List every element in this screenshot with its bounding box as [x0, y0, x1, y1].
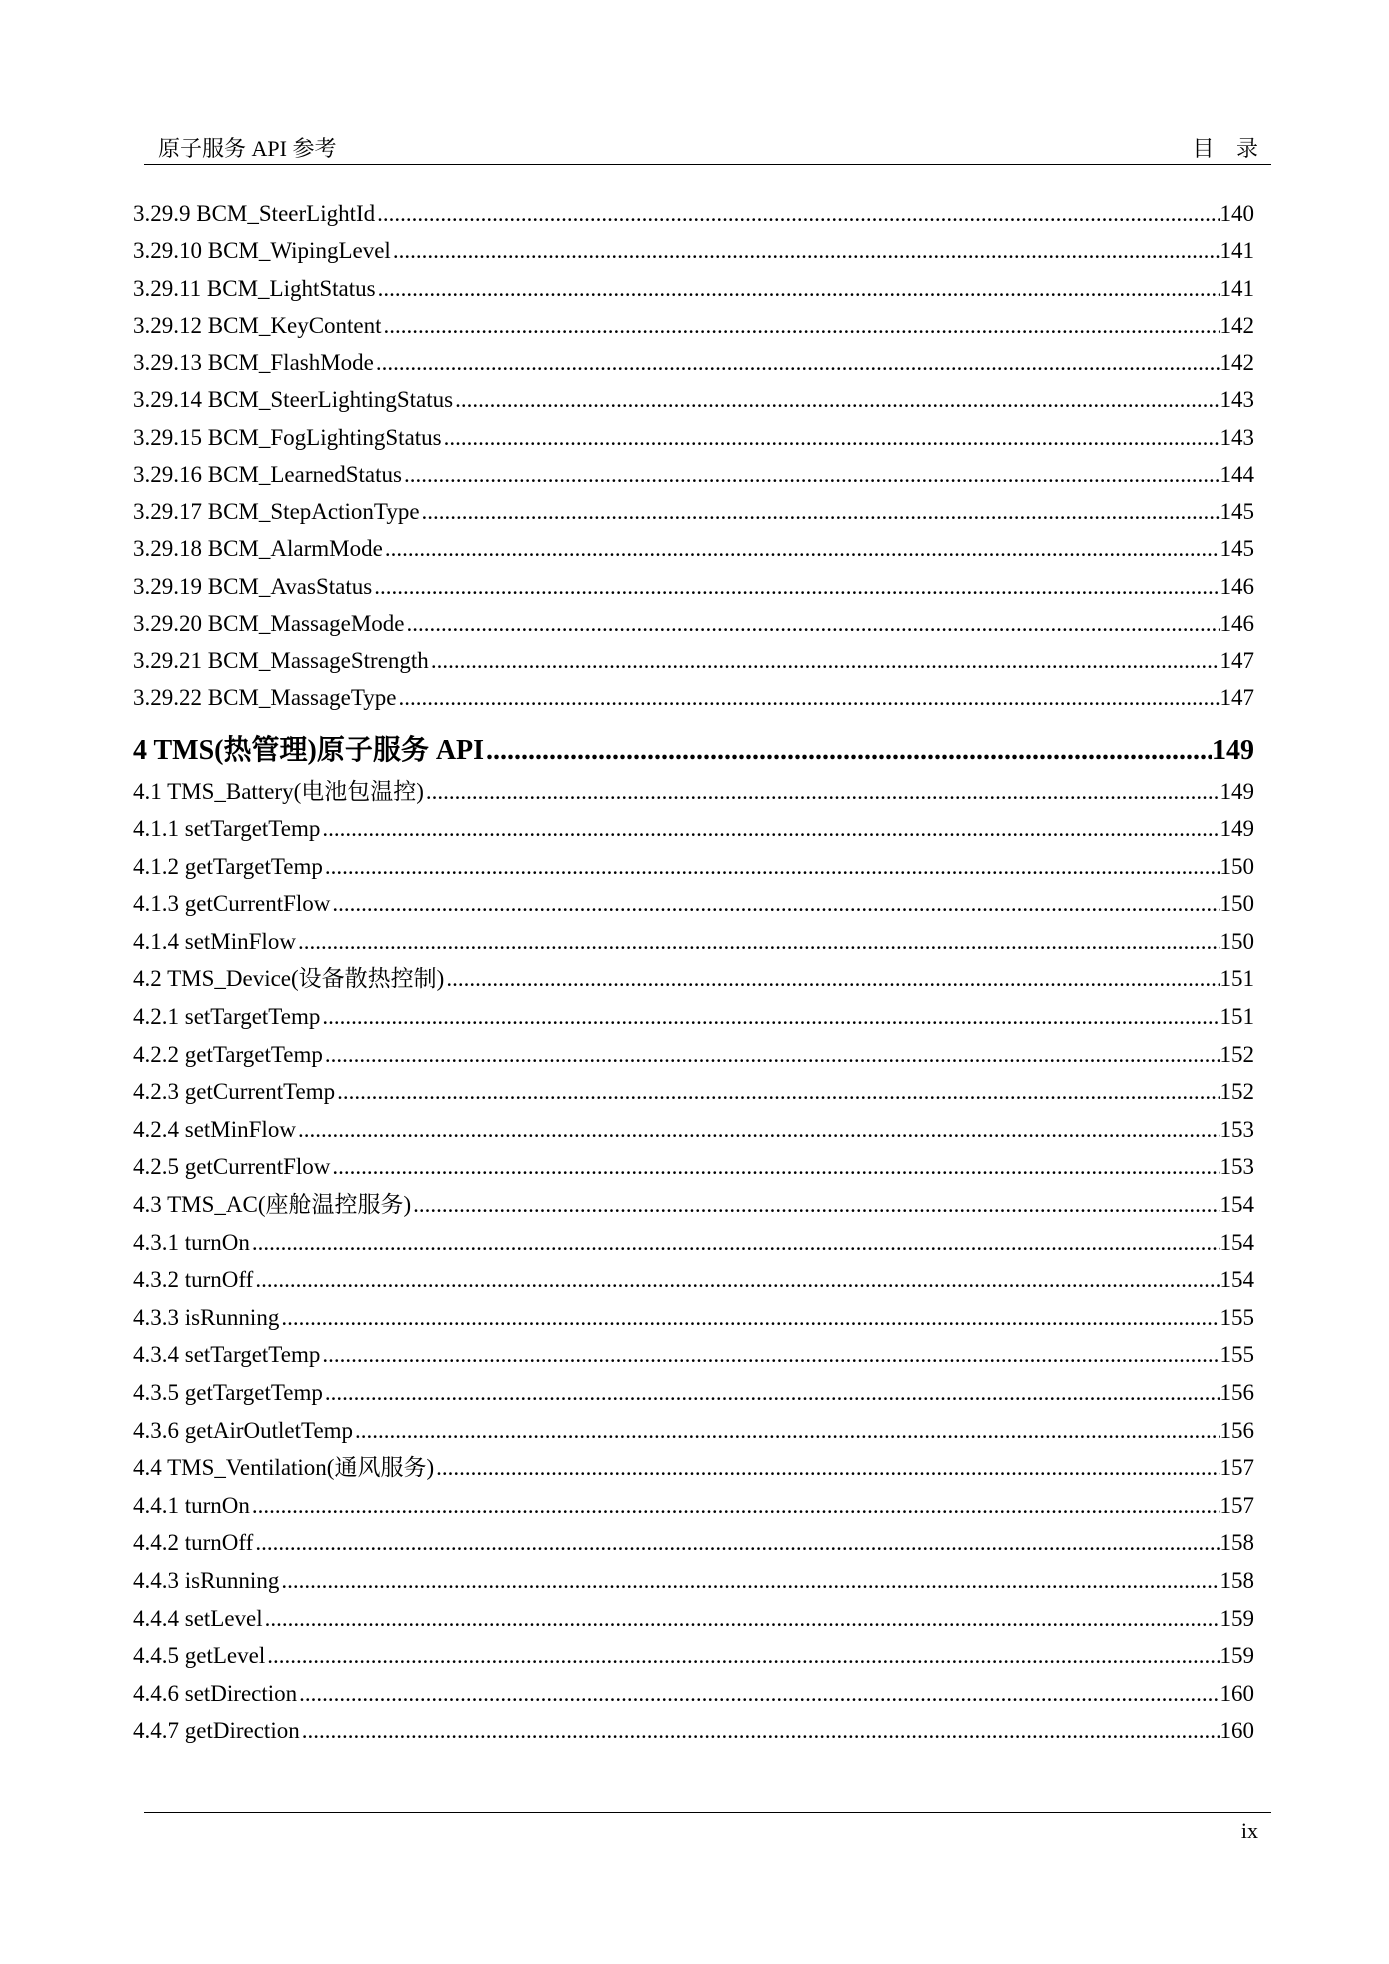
dot-leader — [296, 1111, 1220, 1149]
toc-entry-page-number: 155 — [1219, 1304, 1254, 1330]
toc-entry — [133, 1487, 1254, 1525]
toc-entry-page-number: 145 — [1219, 536, 1254, 562]
dot-leader — [250, 1487, 1220, 1525]
toc-entry — [133, 1336, 1254, 1374]
toc-entry — [133, 344, 1254, 381]
toc-entry-title: 3.29.13 BCM_FlashMode — [133, 350, 374, 375]
toc-entry — [133, 456, 1254, 493]
dot-leader — [411, 1186, 1219, 1224]
toc-entry-page-number: 154 — [1219, 1267, 1254, 1293]
dot-leader — [484, 730, 1212, 771]
dot-leader — [442, 419, 1220, 456]
dot-leader — [434, 1449, 1219, 1487]
toc-entry-title: 4.2.1 setTargetTemp — [133, 1004, 321, 1030]
toc-entry-page-number: 149 — [1219, 816, 1254, 842]
toc-entry-title: 4.2.2 getTargetTemp — [133, 1041, 323, 1067]
dot-leader — [353, 1412, 1219, 1450]
toc-entry-page-number: 160 — [1219, 1718, 1254, 1744]
toc-entry — [133, 1299, 1254, 1337]
toc-entry-title: 3.29.11 BCM_LightStatus — [133, 275, 376, 301]
toc-entry — [133, 1073, 1254, 1111]
toc-entry — [133, 381, 1254, 418]
dot-leader — [279, 1299, 1219, 1337]
toc-entry-page-number: 143 — [1219, 424, 1254, 450]
toc-entry — [133, 605, 1254, 642]
toc-entry-page-number: 141 — [1219, 275, 1254, 301]
toc-entry-page-number: 159 — [1219, 1605, 1254, 1631]
toc-entry — [133, 810, 1254, 848]
toc-entry-page-number: 151 — [1219, 1004, 1254, 1030]
toc-entry — [133, 642, 1254, 679]
toc-entry-page-number: 152 — [1219, 1079, 1254, 1105]
toc-entry — [133, 1224, 1254, 1262]
toc-entry-title: 4.3.2 turnOff — [133, 1267, 254, 1293]
toc-entry-title: 4.3.5 getTargetTemp — [133, 1380, 323, 1405]
table-of-contents — [133, 195, 1254, 1750]
toc-entry-title: 4.2.5 getCurrentFlow — [133, 1154, 331, 1180]
footer-rule — [144, 1812, 1271, 1813]
dot-leader — [323, 848, 1220, 886]
dot-leader — [374, 344, 1220, 381]
dot-leader — [453, 381, 1219, 418]
toc-entry — [133, 960, 1254, 998]
toc-section-4 — [133, 773, 1254, 1750]
toc-entry-title: 3.29.16 BCM_LearnedStatus — [133, 461, 402, 487]
toc-entry — [133, 1148, 1254, 1186]
dot-leader — [382, 307, 1220, 344]
toc-entry-page-number: 153 — [1219, 1154, 1254, 1180]
toc-entry-page-number: 150 — [1219, 928, 1254, 954]
toc-entry — [133, 530, 1254, 567]
toc-entry-page-number: 154 — [1219, 1229, 1254, 1255]
toc-entry-page-number: 151 — [1219, 966, 1254, 992]
toc-entry-page-number: 158 — [1219, 1567, 1254, 1593]
toc-entry-title: 4.4 TMS_Ventilation(通风服务) — [133, 1455, 435, 1481]
dot-leader — [279, 1562, 1219, 1600]
dot-leader — [397, 679, 1220, 716]
toc-entry-title: 3.29.21 BCM_MassageStrength — [133, 648, 429, 673]
toc-entry — [133, 885, 1254, 923]
toc-chapter-heading — [133, 730, 1254, 771]
toc-entry — [133, 270, 1254, 307]
toc-entry-title: 3.29.9 BCM_SteerLightId — [133, 201, 376, 226]
toc-entry-title: 4.3 TMS_AC(座舱温控服务) — [133, 1192, 412, 1218]
dot-leader — [300, 1712, 1220, 1750]
toc-entry-page-number: 156 — [1219, 1417, 1254, 1443]
toc-entry-page-number: 141 — [1219, 238, 1254, 264]
toc-entry — [133, 1637, 1254, 1675]
dot-leader — [420, 493, 1220, 530]
toc-entry — [133, 1449, 1254, 1487]
toc-entry — [133, 568, 1254, 605]
dot-leader — [297, 1675, 1219, 1713]
toc-entry-title: 3.29.18 BCM_AlarmMode — [133, 536, 383, 562]
dot-leader — [335, 1073, 1219, 1111]
toc-entry — [133, 232, 1254, 269]
toc-entry-page-number: 142 — [1219, 312, 1254, 338]
footer-page-number: ix — [1240, 1818, 1258, 1843]
toc-entry — [133, 1524, 1254, 1562]
toc-entry-title: 3.29.14 BCM_SteerLightingStatus — [133, 387, 454, 413]
toc-entry-title: 4.1.4 setMinFlow — [133, 928, 296, 954]
toc-entry — [133, 493, 1254, 530]
dot-leader — [253, 1261, 1219, 1299]
toc-entry-page-number: 143 — [1219, 387, 1254, 413]
toc-entry-title: 3.29.19 BCM_AvasStatus — [133, 573, 373, 599]
dot-leader — [265, 1637, 1219, 1675]
dot-leader — [391, 232, 1220, 269]
toc-entry-page-number: 142 — [1219, 350, 1254, 375]
toc-entry-page-number: 152 — [1219, 1041, 1254, 1067]
toc-entry-title: 4.3.1 turnOn — [133, 1229, 250, 1255]
toc-chapter-title: 4 TMS(热管理)原子服务 API — [133, 734, 485, 766]
toc-entry-title: 4.2.4 setMinFlow — [133, 1116, 296, 1142]
toc-entry-page-number: 145 — [1219, 499, 1254, 524]
dot-leader — [330, 885, 1219, 923]
toc-chapter-page-number: 149 — [1212, 734, 1254, 766]
toc-entry — [133, 1186, 1254, 1224]
toc-entry — [133, 1712, 1254, 1750]
toc-entry-title: 4.3.3 isRunning — [133, 1304, 280, 1330]
toc-entry — [133, 307, 1254, 344]
toc-entry-title: 4.2 TMS_Device(设备散热控制) — [133, 966, 445, 992]
running-header-section: 目 录 — [1192, 136, 1258, 161]
toc-entry-title: 4.4.4 setLevel — [133, 1605, 263, 1631]
toc-entry — [133, 773, 1254, 811]
toc-entry — [133, 923, 1254, 961]
dot-leader — [330, 1148, 1219, 1186]
toc-entry-page-number: 150 — [1219, 853, 1254, 879]
toc-entry — [133, 1036, 1254, 1074]
toc-entry-title: 4.3.6 getAirOutletTemp — [133, 1417, 354, 1443]
toc-entry-page-number: 146 — [1219, 610, 1254, 636]
toc-entry-title: 4.4.7 getDirection — [133, 1718, 300, 1744]
toc-entry-page-number: 147 — [1219, 685, 1254, 711]
toc-entry-page-number: 158 — [1219, 1530, 1254, 1556]
toc-entry-title: 4.4.5 getLevel — [133, 1643, 266, 1669]
toc-entry-page-number: 159 — [1219, 1643, 1254, 1669]
toc-entry-title: 4.1.2 getTargetTemp — [133, 853, 323, 879]
dot-leader — [444, 960, 1219, 998]
dot-leader — [320, 810, 1219, 848]
dot-leader — [429, 642, 1220, 679]
toc-entry-title: 4.4.3 isRunning — [133, 1567, 280, 1593]
toc-entry-page-number: 154 — [1219, 1192, 1254, 1218]
dot-leader — [372, 568, 1219, 605]
toc-entry-title: 4.3.4 setTargetTemp — [133, 1342, 321, 1368]
toc-entry — [133, 679, 1254, 716]
toc-entry-title: 3.29.12 BCM_KeyContent — [133, 312, 382, 338]
running-header-title: 原子服务 API 参考 — [158, 136, 337, 161]
dot-leader — [402, 456, 1220, 493]
toc-entry-title: 4.4.6 setDirection — [133, 1680, 298, 1706]
toc-entry-page-number: 157 — [1219, 1492, 1254, 1518]
toc-section-3-29 — [133, 195, 1254, 717]
toc-entry-title: 4.4.1 turnOn — [133, 1492, 250, 1518]
dot-leader — [383, 530, 1220, 567]
dot-leader — [320, 1336, 1219, 1374]
toc-entry-title: 4.2.3 getCurrentTemp — [133, 1079, 336, 1105]
dot-leader — [424, 773, 1220, 811]
toc-entry-page-number: 157 — [1219, 1455, 1254, 1481]
toc-entry — [133, 1600, 1254, 1638]
toc-entry-page-number: 149 — [1219, 778, 1254, 804]
toc-entry — [133, 1261, 1254, 1299]
toc-entry-page-number: 146 — [1219, 573, 1254, 599]
dot-leader — [253, 1524, 1219, 1562]
dot-leader — [323, 1374, 1220, 1412]
toc-entry-title: 4.1.3 getCurrentFlow — [133, 891, 331, 917]
toc-entry — [133, 1374, 1254, 1412]
toc-entry — [133, 1111, 1254, 1149]
dot-leader — [263, 1600, 1220, 1638]
toc-entry-title: 3.29.17 BCM_StepActionType — [133, 499, 420, 524]
toc-entry-page-number: 160 — [1219, 1680, 1254, 1706]
toc-entry — [133, 1562, 1254, 1600]
toc-entry-title: 3.29.10 BCM_WipingLevel — [133, 238, 391, 264]
dot-leader — [375, 195, 1219, 232]
toc-entry-title: 4.4.2 turnOff — [133, 1530, 254, 1556]
toc-entry-page-number: 155 — [1219, 1342, 1254, 1368]
toc-entry-page-number: 150 — [1219, 891, 1254, 917]
toc-entry-title: 3.29.22 BCM_MassageType — [133, 685, 397, 711]
dot-leader — [250, 1224, 1220, 1262]
dot-leader — [323, 1036, 1220, 1074]
header-rule — [144, 164, 1271, 165]
dot-leader — [296, 923, 1220, 961]
toc-entry-page-number: 147 — [1219, 648, 1254, 673]
toc-entry-page-number: 156 — [1219, 1380, 1254, 1405]
toc-entry — [133, 848, 1254, 886]
toc-entry — [133, 419, 1254, 456]
toc-entry — [133, 1675, 1254, 1713]
toc-entry-page-number: 144 — [1219, 461, 1254, 487]
dot-leader — [405, 605, 1220, 642]
toc-entry — [133, 1412, 1254, 1450]
dot-leader — [320, 998, 1219, 1036]
toc-entry-page-number: 153 — [1219, 1116, 1254, 1142]
toc-entry-title: 3.29.15 BCM_FogLightingStatus — [133, 424, 442, 450]
toc-entry — [133, 998, 1254, 1036]
toc-entry-title: 4.1 TMS_Battery(电池包温控) — [133, 778, 424, 804]
toc-entry-title: 3.29.20 BCM_MassageMode — [133, 610, 405, 636]
toc-entry-title: 4.1.1 setTargetTemp — [133, 816, 321, 842]
toc-entry — [133, 195, 1254, 232]
dot-leader — [376, 270, 1220, 307]
toc-entry-page-number: 140 — [1219, 201, 1254, 226]
